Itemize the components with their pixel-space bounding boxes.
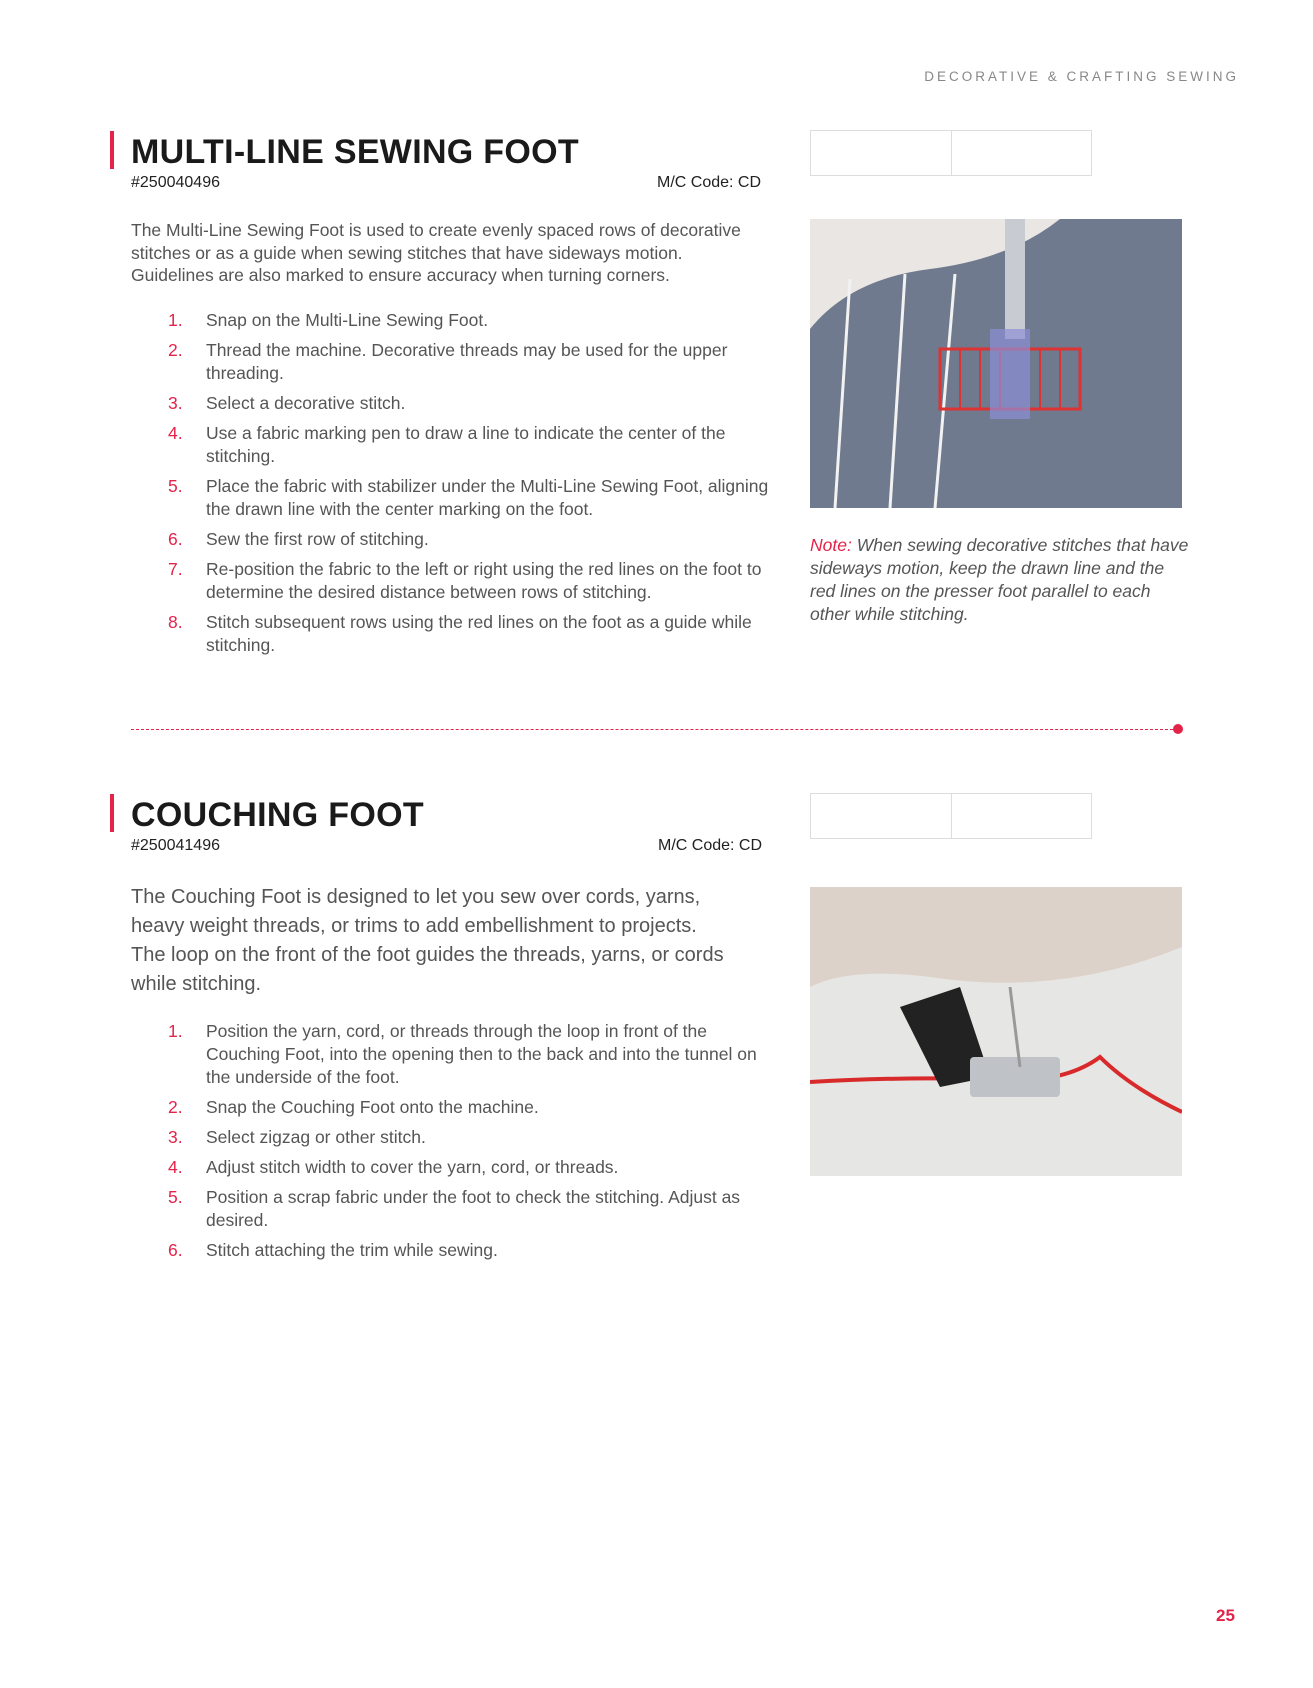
step: [168, 339, 778, 385]
step: [168, 558, 778, 604]
step-number: 4.: [168, 423, 183, 443]
section-header: DECORATIVE & CRAFTING SEWING: [924, 69, 1239, 84]
step-text: Snap on the Multi-Line Sewing Foot.: [206, 310, 489, 330]
step-number: 8.: [168, 612, 183, 632]
section-divider: [131, 729, 1173, 730]
step-text: Adjust stitch width to cover the yarn, cord, or threads.: [206, 1157, 619, 1177]
page-number: 25: [1216, 1606, 1235, 1625]
mc-code: M/C Code: CD: [658, 837, 763, 854]
description: The Couching Foot is designed to let you sew over cords, yarns, heavy weight threads, or trims to add embellishment to projects. The loop on the front of the foot guides the threads, yarns, or cords while stitching.: [131, 886, 724, 995]
couching-foot-photo: [810, 887, 1182, 1176]
step-text: Thread the machine. Decorative threads may be used for the upper threading.: [206, 340, 728, 383]
step: [168, 1239, 778, 1262]
blank-icon-boxes: [810, 793, 1092, 839]
step: [168, 1096, 778, 1119]
mc-code: M/C Code: CD: [657, 174, 762, 191]
step-text: Select zigzag or other stitch.: [206, 1127, 426, 1147]
step-text: Use a fabric marking pen to draw a line to indicate the center of the stitching.: [206, 423, 726, 466]
title-accent-bar: [110, 794, 114, 832]
part-number: #250040496: [131, 174, 220, 191]
step-number: 1.: [168, 1021, 183, 1041]
step-text: Position the yarn, cord, or threads through the loop in front of the Couching Foot, into the opening then to the back and into the tunnel on the underside of the foot.: [206, 1021, 757, 1087]
step-number: 3.: [168, 393, 183, 413]
steps-list: [168, 309, 778, 664]
step: [168, 1186, 778, 1232]
step: [168, 611, 778, 657]
description: The Multi-Line Sewing Foot is used to create evenly spaced rows of decorative stitches or as a guide when sewing stitches that have sideways motion. Guidelines are also marked to ensure accuracy when turning corners.: [131, 220, 741, 285]
step-number: 5.: [168, 1187, 183, 1207]
step: [168, 475, 778, 521]
multi-line-foot-photo: [810, 219, 1182, 508]
step: [168, 309, 778, 332]
section-title: COUCHING FOOT: [131, 796, 424, 834]
blank-icon-boxes: [810, 130, 1092, 176]
step: [168, 528, 778, 551]
section-title: MULTI-LINE SEWING FOOT: [131, 133, 579, 171]
part-number: #250041496: [131, 837, 220, 854]
step-text: Position a scrap fabric under the foot to check the stitching. Adjust as desired.: [206, 1187, 741, 1230]
step-number: 1.: [168, 310, 183, 330]
note-text: When sewing decorative stitches that have sideways motion, keep the drawn line and the red lines on the presser foot parallel to each other while stitching.: [810, 535, 1189, 624]
step-number: 7.: [168, 559, 183, 579]
step: [168, 1126, 778, 1149]
step-number: 6.: [168, 529, 183, 549]
divider-dot: [1173, 724, 1183, 734]
step-text: Snap the Couching Foot onto the machine.: [206, 1097, 539, 1117]
step-text: Re-position the fabric to the left or right using the red lines on the foot to determine the desired distance between rows of stitching.: [206, 559, 762, 602]
step-text: Stitch attaching the trim while sewing.: [206, 1240, 498, 1260]
step-text: Stitch subsequent rows using the red lines on the foot as a guide while stitching.: [206, 612, 752, 655]
step: [168, 392, 778, 415]
title-accent-bar: [110, 131, 114, 169]
step-number: 5.: [168, 476, 183, 496]
step: [168, 422, 778, 468]
note: [810, 534, 1190, 626]
step-text: Sew the first row of stitching.: [206, 529, 429, 549]
step-number: 3.: [168, 1127, 183, 1147]
step: [168, 1020, 778, 1089]
step-number: 6.: [168, 1240, 183, 1260]
step-number: 2.: [168, 340, 183, 360]
note-label: Note:: [810, 535, 852, 555]
step: [168, 1156, 778, 1179]
step-text: Select a decorative stitch.: [206, 393, 406, 413]
steps-list: [168, 1020, 778, 1269]
step-text: Place the fabric with stabilizer under the Multi-Line Sewing Foot, aligning the drawn line with the center marking on the foot.: [206, 476, 769, 519]
step-number: 4.: [168, 1157, 183, 1177]
step-number: 2.: [168, 1097, 183, 1117]
